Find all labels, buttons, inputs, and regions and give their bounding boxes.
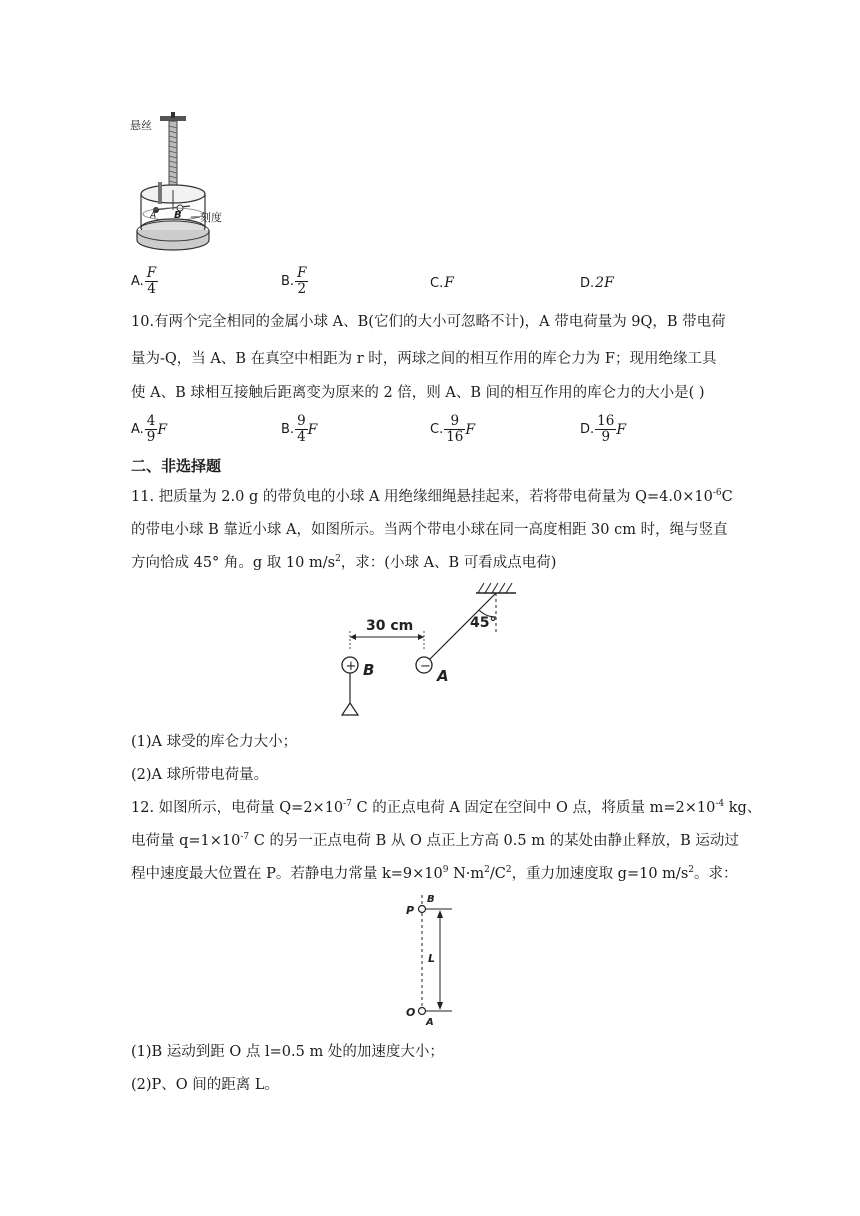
q10-option-a[interactable]: A. $\frac{4}{9}$ F (131, 413, 168, 445)
label-a: A (426, 1017, 434, 1028)
ball-b-sign: + (345, 659, 357, 674)
q12-vertical-figure (400, 885, 470, 1030)
label-b: B (427, 894, 435, 905)
label-l: L (428, 952, 436, 965)
q11-line-2: 的带电小球 B 靠近小球 A，如图所示。当两个带电小球在同一高度相距 30 cm 时，绳与竖直 (131, 522, 728, 538)
q10-option-c[interactable]: C. $\frac{9}{16}$ F (430, 413, 476, 445)
q11-sub-2: (2)A 球所带电荷量。 (131, 767, 269, 783)
q9-option-c[interactable]: C. F (430, 275, 454, 291)
label-kedu: 刻度 (200, 211, 222, 224)
section-heading: 二、非选择题 (131, 457, 222, 475)
q9-option-d[interactable]: D. 2F (580, 275, 614, 291)
distance-label: 30 cm (366, 618, 414, 634)
ball-a-sign: − (420, 659, 431, 674)
q10-line-3: 使 A、B 球相互接触后距离变为原来的 2 倍，则 A、B 间的相互作用的库仑力的大小是( ) (131, 385, 705, 401)
q12-line-1: 12. 如图所示，电荷量 $Q=2\times 10^{-7}$ C 的正点电荷 A 固定在空间中 O 点，将质量 $m=2\times 10^{-4}$ kg、 (131, 799, 762, 816)
q10-option-d[interactable]: D. $\frac{16}{9}$ F (580, 413, 627, 445)
angle-label: 45° (470, 615, 497, 631)
q10-option-b[interactable]: B. $\frac{9}{4}$ F (281, 413, 318, 445)
q12-sub-1: (1)B 运动到距 O 点 l=0.5 m 处的加速度大小； (131, 1044, 444, 1060)
q10-line-2: 量为-Q，当 A、B 在真空中相距为 r 时，两球之间的相互作用的库仑力为 F；现用绝缘工具 (131, 351, 717, 367)
label-xuansi: 悬丝 (130, 119, 152, 132)
label-p: P (406, 904, 415, 917)
q9-option-b[interactable]: B. $\frac{F}{2}$ (281, 265, 307, 297)
ball-a-label: A (437, 667, 449, 685)
q11-line-3: 方向恰成 45° 角。g 取 10 $m/s^2$，求：(小球 A、B 可看成点电荷) (131, 554, 557, 571)
label-o: O (406, 1006, 416, 1019)
q12-line-2: 电荷量 $q=1\times 10^{-7}$ C 的另一正点电荷 B 从 O 点正上方高 0.5 m 的某处由静止释放，B 运动过 (131, 832, 739, 849)
q12-sub-2: (2)P、O 间的距离 L。 (131, 1077, 280, 1093)
q11-sub-1: (1)A 球受的库仑力大小； (131, 734, 298, 750)
ball-b-label: B (363, 661, 375, 679)
label-a: A (150, 211, 157, 221)
q10-line-1: 10.有两个完全相同的金属小球 A、B(它们的大小可忽略不计)，A 带电荷量为 9Q，B 带电荷 (131, 314, 726, 330)
q9-option-a[interactable]: A. $\frac{F}{4}$ (131, 265, 157, 297)
torsion-balance-figure (128, 110, 248, 260)
q11-pendulum-figure (336, 575, 516, 720)
q12-line-3: 程中速度最大位置在 P。若静电力常量 $k=9\times 10^9$ $N\cdot m^2/C^2$，重力加速度取 g=10 $m/s^2$。求： (131, 865, 738, 882)
label-b: B (174, 210, 182, 221)
q11-line-1: 11. 把质量为 2.0 g 的带负电的小球 A 用绝缘细绳悬挂起来，若将带电荷量为 $Q=4.0\times 10^{-6}C$ (131, 488, 733, 505)
